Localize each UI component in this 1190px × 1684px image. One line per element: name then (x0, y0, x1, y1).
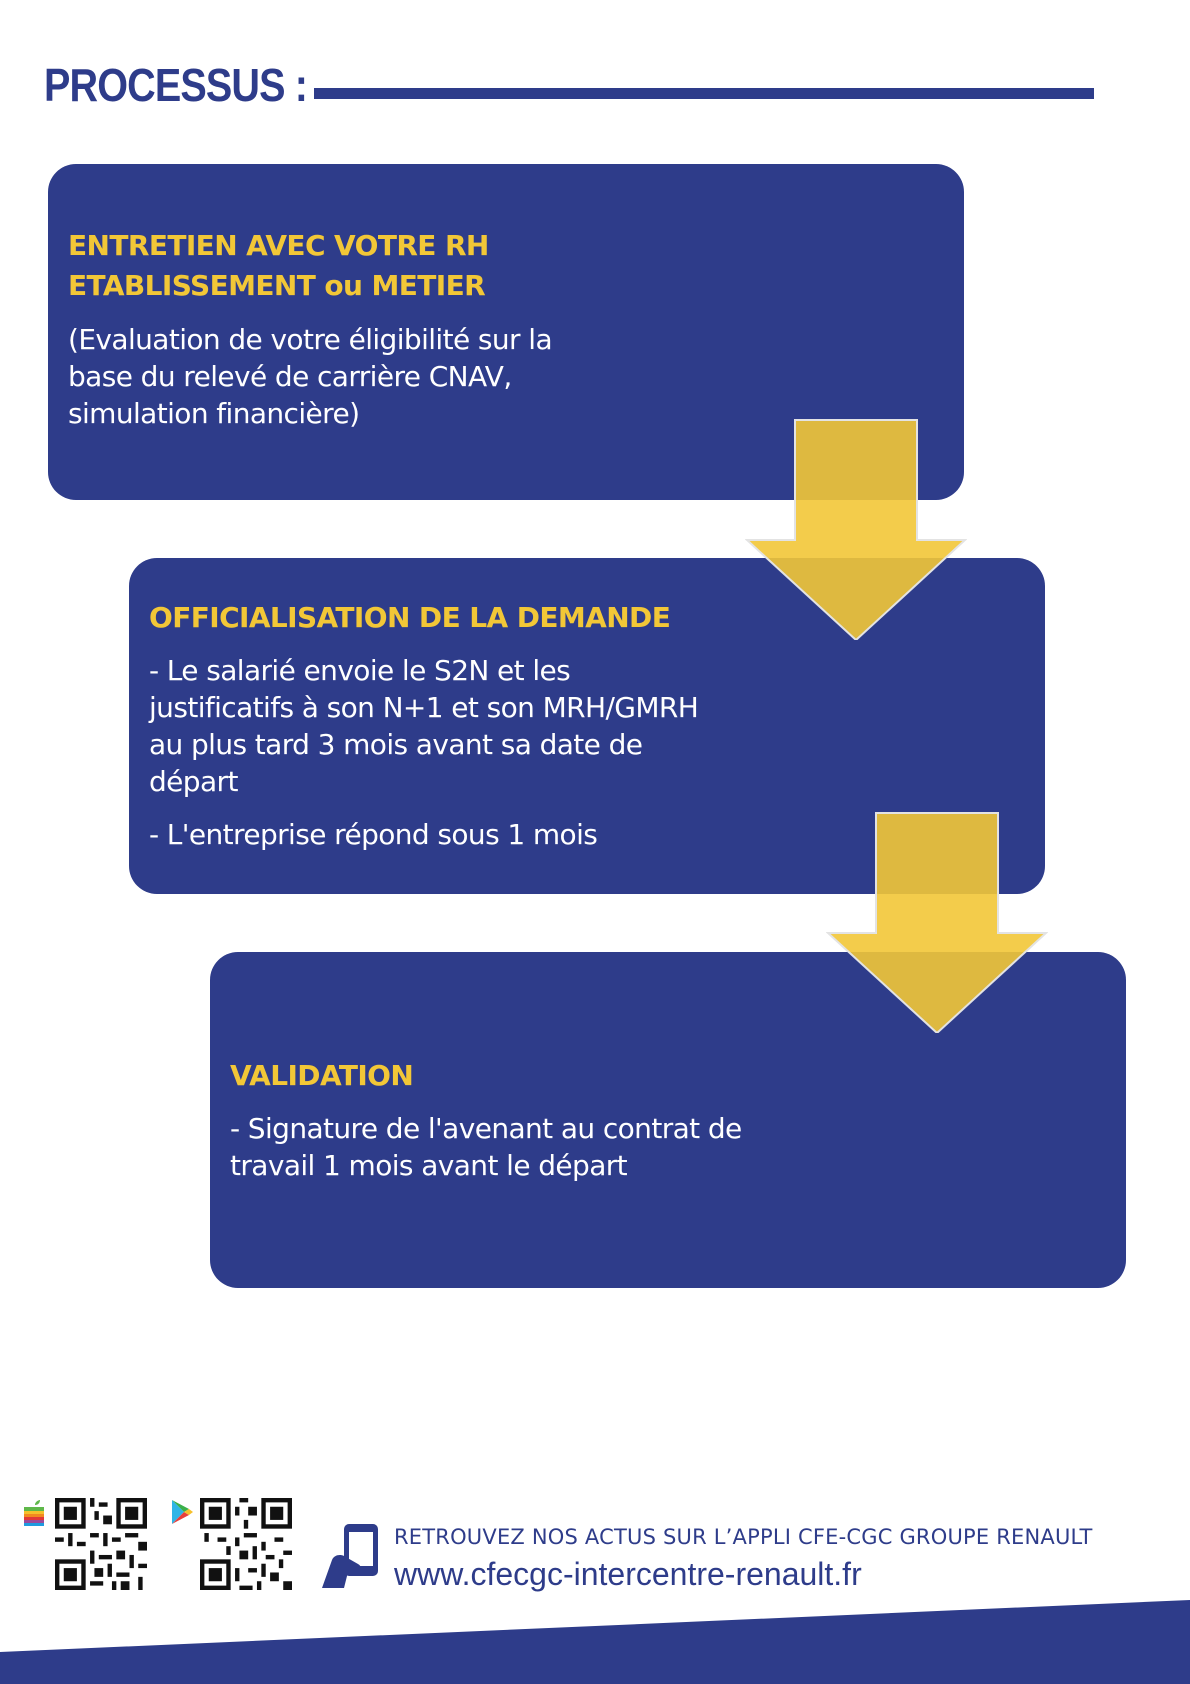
step-title-line: VALIDATION (230, 1059, 414, 1092)
step-title (149, 598, 670, 638)
step-title (68, 226, 489, 306)
step-paragraph: - Le salarié envoie le S2N et les justificatifs à son N+1 et son MRH/GMRH au plus tard 3 mois avant sa date de départ (149, 654, 699, 798)
step-description (149, 652, 709, 869)
step-title-line: ENTRETIEN AVEC VOTRE RH (68, 229, 489, 262)
step-title-line: OFFICIALISATION DE LA DEMANDE (149, 601, 671, 634)
footer-tagline: RETROUVEZ NOS ACTUS SUR L’APPLI CFE-CGC GROUPE RENAULT (394, 1525, 1093, 1549)
phone-hand-icon (318, 1522, 390, 1590)
apple-icon[interactable] (22, 1500, 46, 1526)
step-title-line: ETABLISSEMENT ou METIER (68, 269, 486, 302)
google-play-icon[interactable] (170, 1498, 194, 1526)
step-description (230, 1110, 770, 1200)
step-title (230, 1056, 413, 1096)
step-paragraph: - Signature de l'avenant au contrat de travail 1 mois avant le départ (230, 1112, 742, 1182)
step-description (68, 321, 588, 448)
page-title: PROCESSUS : (44, 59, 308, 111)
step-paragraph: (Evaluation de votre éligibilité sur la base du relevé de carrière CNAV, simulation financière) (68, 323, 553, 430)
qr-code-android[interactable] (200, 1498, 292, 1590)
footer-website-link[interactable]: www.cfecgc-intercentre-renault.fr (394, 1556, 862, 1592)
step-paragraph: - L'entreprise répond sous 1 mois (149, 818, 598, 851)
header-rule (314, 88, 1094, 99)
down-arrow-icon (745, 418, 967, 640)
down-arrow-icon (826, 811, 1048, 1033)
footer-band (0, 1600, 1190, 1684)
qr-code-apple[interactable] (55, 1498, 147, 1590)
